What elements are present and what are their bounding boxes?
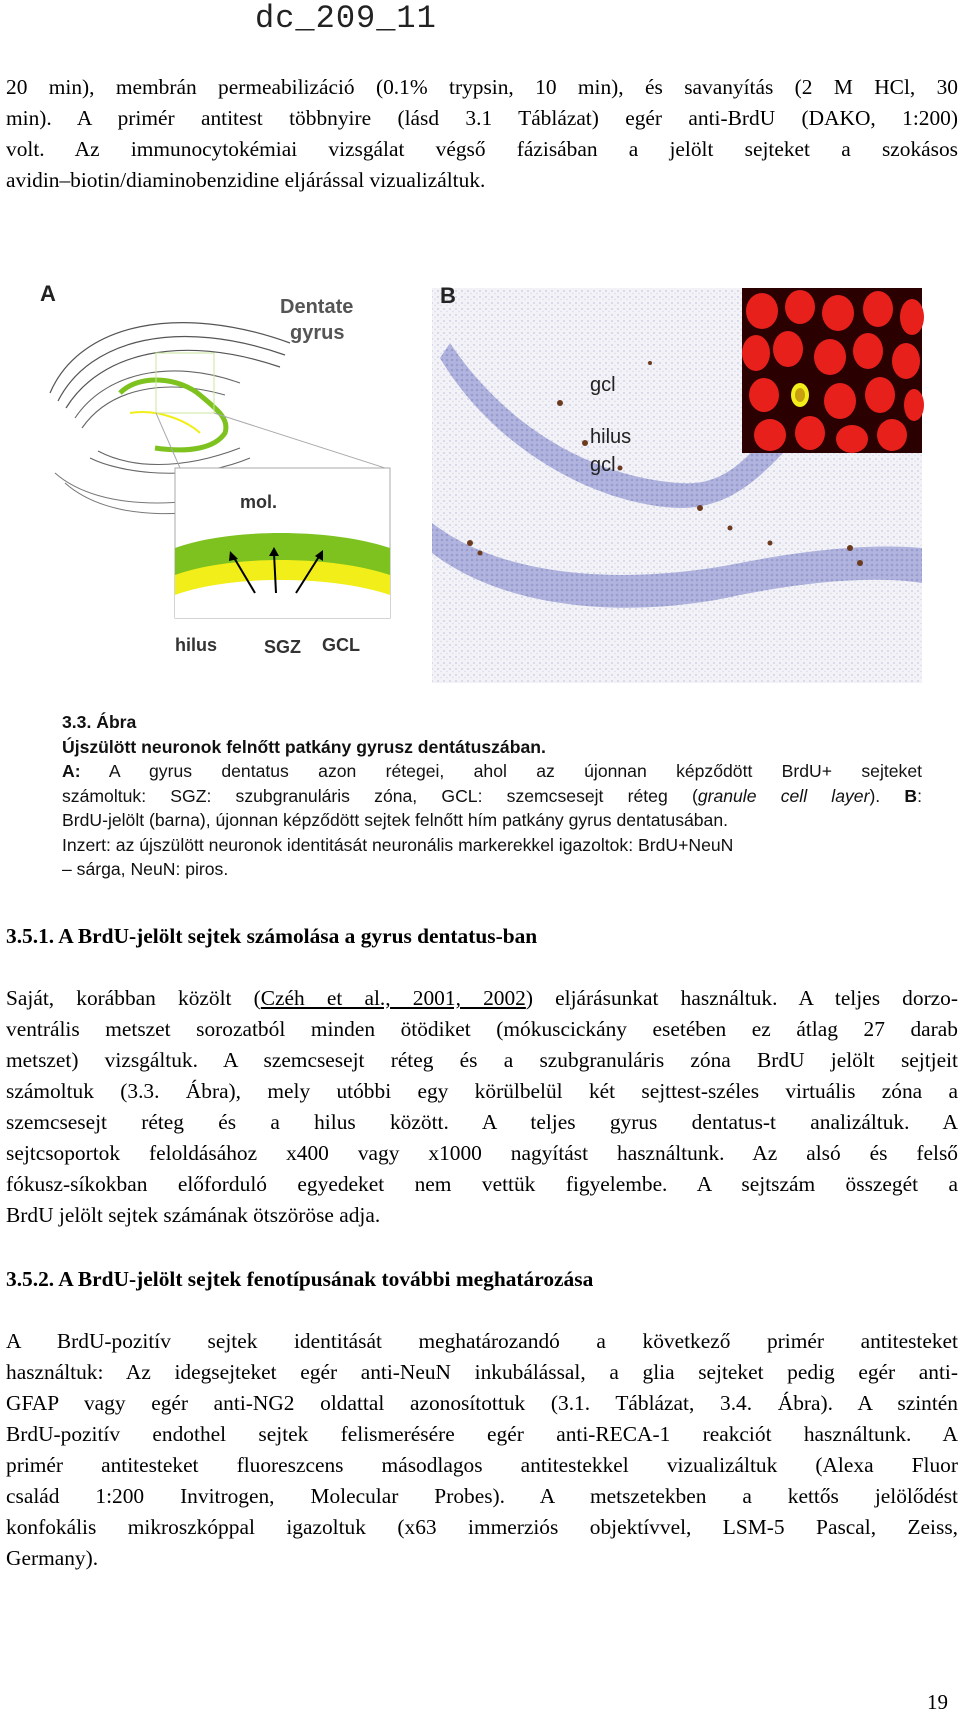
caption-line	[62, 784, 922, 809]
section-351-heading: 3.5.1. A BrdU-jelölt sejtek számolása a gyrus dentatus-ban	[6, 924, 538, 948]
panel-a-title-line1: Dentate	[280, 296, 354, 318]
caption-line	[62, 759, 922, 784]
label-sgz: SGZ	[264, 637, 302, 657]
inset-fluorescence	[742, 288, 924, 453]
label-gcl-a: GCL	[322, 635, 360, 655]
label-gcl-b-bottom: gcl	[590, 454, 616, 476]
text-line: A BrdU-pozitív sejtek identitását meghatározandó a következő primér antitesteket	[6, 1329, 958, 1353]
text-fragment: Saját, korábban közölt (	[6, 986, 261, 1010]
caption-panel-a-marker: A:	[62, 761, 81, 781]
caption-text: :	[917, 785, 922, 806]
text-line: metszet) vizsgáltuk. A szemcsesejt réteg és a szubgranuláris zóna BrdU jelölt sejtjeit	[6, 1048, 958, 1072]
caption-line: – sárga, NeuN: piros.	[62, 859, 229, 879]
text-line: sejtcsoportok feloldásához x400 vagy x1000 nagyítást használtunk. Az alsó és felső	[6, 1141, 958, 1165]
text-line	[6, 983, 958, 1014]
text-line: primér antitesteket fluoreszcens másodlagos antitestekkel vizualizáltuk (Alexa Fluor	[6, 1453, 958, 1477]
panel-b-label: B	[440, 283, 456, 308]
caption-italic-term: granule cell layer	[697, 785, 870, 806]
caption-line: Inzert: az újszülött neuronok identitását neuronális markerekkel igazoltok: BrdU+NeuN	[62, 834, 734, 855]
text-line: ventrális metszet sorozatból minden ötödiket (mókuscickány esetében ez átlag 27 darab	[6, 1017, 958, 1041]
text-line: BrdU jelölt sejtek számának ötszöröse adja.	[6, 1203, 381, 1227]
panel-a-drawing	[50, 323, 390, 618]
text-line: család 1:200 Invitrogen, Molecular Probes). A metszetekben a kettős jelölődést	[6, 1484, 958, 1508]
panel-a-label: A	[40, 283, 56, 306]
text-fragment: ) eljárásunkat használtuk. A teljes dorzo-	[525, 986, 958, 1010]
text-line: számoltuk (3.3. Ábra), mely utóbbi egy körülbelül két sejttest-széles virtuális zóna a	[6, 1079, 958, 1103]
intro-paragraph	[6, 72, 958, 196]
panel-a-title-line2: gyrus	[290, 322, 345, 344]
caption-text: A gyrus dentatus azon rétegei, ahol az újonnan képződött BrdU+ sejteket	[80, 761, 922, 781]
caption-number: 3.3. Ábra	[62, 712, 137, 732]
text-line: Germany).	[6, 1546, 99, 1570]
text-line: 20 min), membrán permeabilizáció (0.1% trypsin, 10 min), és savanyítás (2 M HCl, 30	[6, 75, 958, 99]
section-352-heading: 3.5.2. A BrdU-jelölt sejtek fenotípusának további meghatározása	[6, 1267, 594, 1291]
figure-image	[40, 283, 930, 683]
section-351-body	[6, 983, 958, 1231]
label-hilus-b: hilus	[590, 426, 632, 448]
text-line: szemcsesejt réteg és a hilus között. A teljes gyrus dentatus-t analizáltuk. A	[6, 1110, 958, 1134]
text-line: fókusz-síkokban előforduló egyedeket nem vettük figyelembe. A sejtszám összegét a	[6, 1172, 958, 1196]
section-352-body	[6, 1326, 958, 1574]
figure-caption	[62, 710, 922, 882]
figure-3-3	[40, 283, 930, 683]
text-line: használtuk: Az idegsejteket egér anti-NeuN inkubálással, a glia sejteket pedig egér anti-	[6, 1360, 958, 1384]
text-line: konfokális mikroszkóppal igazoltuk (x63 immerziós objektívvel, LSM-5 Pascal, Zeiss,	[6, 1515, 958, 1539]
text-line: avidin–biotin/diaminobenzidine eljárással vizualizáltuk.	[6, 168, 486, 192]
label-mol: mol.	[240, 492, 278, 512]
label-gcl-b-top: gcl	[590, 374, 616, 396]
citation-link[interactable]: Czéh et al., 2001, 2002	[260, 986, 526, 1010]
caption-line: BrdU-jelölt (barna), újonnan képződött sejtek felnőtt hím patkány gyrus dentatusában.	[62, 810, 729, 830]
text-line: min). A primér antitest többnyire (lásd 3.1 Táblázat) egér anti-BrdU (DAKO, 1:200)	[6, 106, 958, 130]
caption-title: Újszülött neuronok felnőtt patkány gyrusz dentátuszában.	[62, 736, 546, 757]
caption-text: ).	[869, 785, 905, 806]
page-number: 19	[927, 1690, 948, 1714]
text-line: GFAP vagy egér anti-NG2 oldattal azonosítottuk (3.1. Táblázat, 3.4. Ábra). A szintén	[6, 1391, 958, 1415]
caption-text: számoltuk: SGZ: szubgranuláris zóna, GCL: szemcsesejt réteg (	[62, 785, 698, 806]
text-line: volt. Az immunocytokémiai vizsgálat végső fázisában a jelölt sejteket a szokásos	[6, 137, 958, 161]
label-hilus-a: hilus	[175, 635, 218, 655]
caption-panel-b-marker: B	[904, 785, 918, 806]
document-code-header: dc_209_11	[255, 0, 437, 37]
text-line: BrdU-pozitív endothel sejtek felismerésére egér anti-RECA-1 reakciót használtunk. A	[6, 1422, 958, 1446]
